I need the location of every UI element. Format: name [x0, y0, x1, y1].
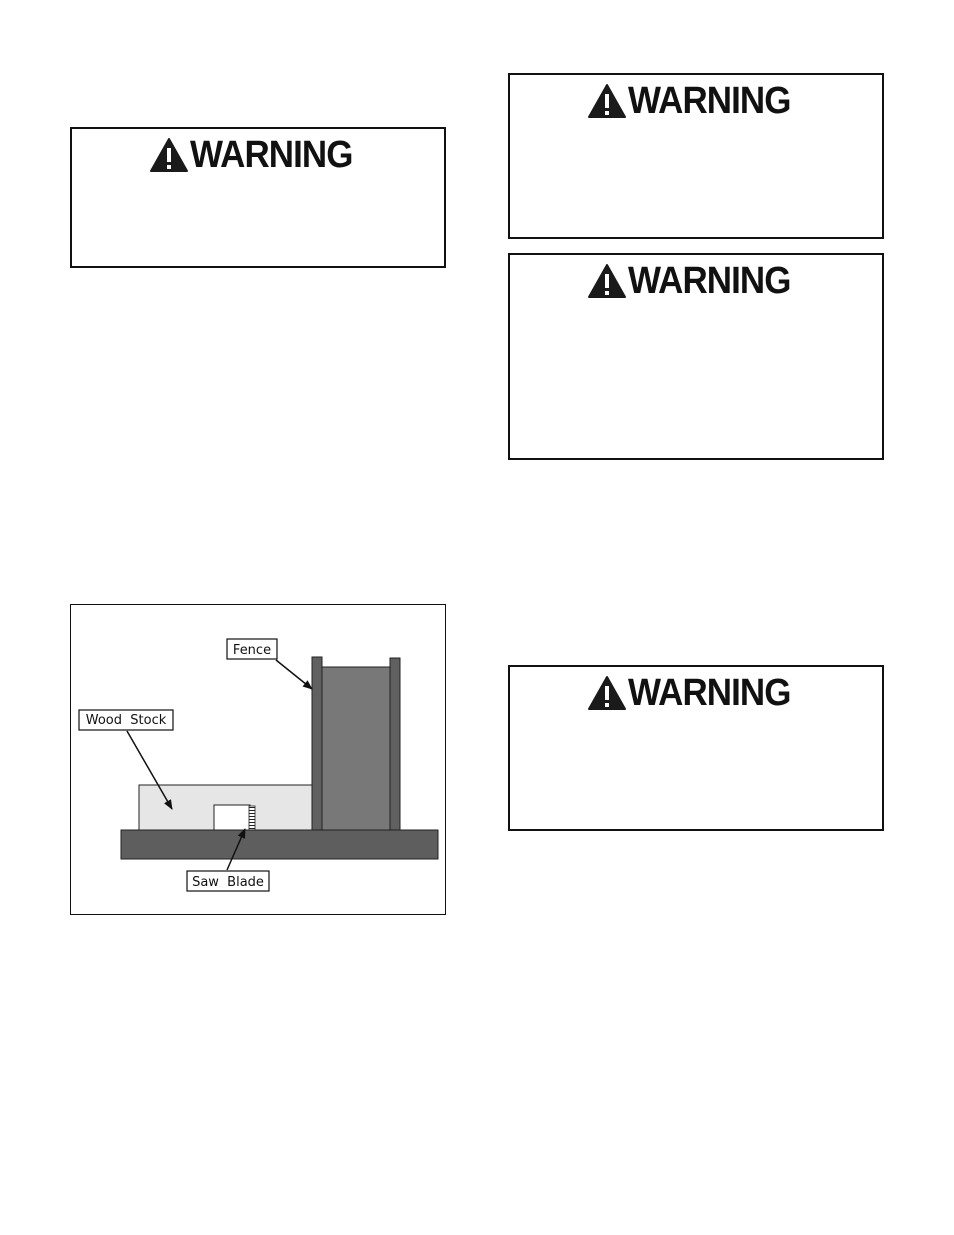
warning-box-3 [508, 253, 884, 460]
warning-header [510, 81, 882, 121]
warning-box-1 [70, 127, 446, 268]
saw-table-shape [121, 830, 438, 859]
saw-blade-teeth [249, 806, 255, 830]
warning-box-2 [508, 73, 884, 239]
warning-header [72, 135, 444, 175]
fence-callout [227, 639, 277, 659]
warning-title: WARNING [190, 134, 353, 176]
fence-diagram-figure [70, 604, 446, 915]
warning-box-4 [508, 665, 884, 831]
wood-stock-callout [79, 710, 173, 730]
warning-triangle-icon [587, 263, 627, 299]
warning-title: WARNING [628, 80, 791, 122]
warning-triangle-icon [149, 137, 189, 173]
warning-header [510, 261, 882, 301]
fence-diagram [71, 605, 447, 916]
fence-label: Fence [232, 643, 272, 658]
fence-body-shape [322, 667, 391, 833]
warning-title: WARNING [628, 672, 791, 714]
fence-left-plate [312, 657, 322, 833]
warning-triangle-icon [587, 675, 627, 711]
saw-blade-shape [214, 805, 250, 831]
saw-blade-callout [187, 871, 269, 891]
fence-right-plate [390, 658, 400, 833]
warning-title: WARNING [628, 260, 791, 302]
saw-blade-label: Saw Blade [192, 875, 264, 890]
warning-header [510, 673, 882, 713]
warning-triangle-icon [587, 83, 627, 119]
wood-stock-label: Wood Stock [85, 713, 167, 728]
fence-callout-arrow [276, 660, 312, 689]
